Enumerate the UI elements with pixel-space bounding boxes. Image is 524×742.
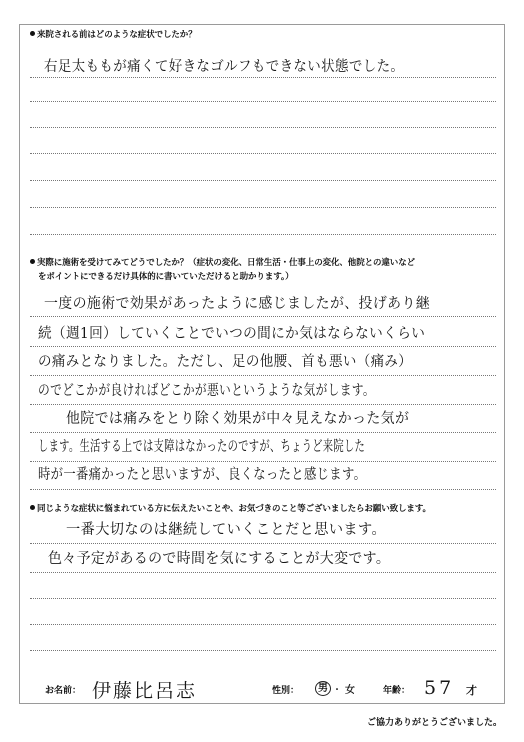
- answer-2-line-7: 時が一番痛かったと思いますが、良くなったと感じます。: [38, 467, 367, 483]
- answer-2-line-5: 他院では痛みをとり除く効果が中々見えなかった気が: [66, 411, 410, 427]
- answer-2-line-2: 続（週1回）していくことでいつの間にか気はならないくらい: [38, 326, 426, 342]
- ruled-line: [30, 346, 496, 347]
- bullet-icon: [30, 259, 35, 264]
- answer-2-line-4: のでどこかが良ければどこかが悪いというような気がします。: [38, 383, 375, 399]
- ruled-line: [30, 650, 496, 651]
- sex-male-option-circled: 男: [315, 681, 331, 696]
- ruled-line: [30, 101, 496, 102]
- ruled-line: [30, 624, 496, 625]
- name-label: お名前：: [45, 686, 82, 696]
- answer-2-line-6: します。生活する上では支障はなかったのですが、ちょうど来院した: [38, 439, 366, 455]
- ruled-line: [30, 598, 496, 599]
- age-value: 57: [424, 677, 455, 699]
- sex-female-option: 女: [345, 685, 355, 696]
- ruled-line: [30, 404, 496, 405]
- ruled-line: [30, 489, 496, 490]
- question-2-label-continued: をポイントにできるだけ具体的に書いていただけると助かります。）: [38, 272, 294, 282]
- question-2-label: 実際に施術を受けてみてどうでしたか？（症状の変化、日常生活・仕事上の変化、他院との違いなど: [30, 257, 415, 270]
- sex-label: 性別：: [272, 686, 300, 696]
- ruled-line: [30, 127, 496, 128]
- ruled-line: [30, 207, 496, 208]
- thanks-message: ご協力ありがとうございました。: [366, 718, 502, 728]
- answer-2-line-1: 一度の施術で効果があったように感じましたが、投げあり継: [44, 296, 431, 312]
- answer-3-line-1: 一番大切なのは継続していくことだと思います。: [66, 522, 387, 538]
- ruled-line: [30, 316, 496, 317]
- bullet-icon: [30, 31, 35, 36]
- question-3-label: 同じような症状に悩まれている方に伝えたいことや、お気づきのこと等ございましたらお願い致します。: [30, 503, 431, 516]
- question-1-label: 来院される前はどのような症状でしたか？: [30, 29, 197, 42]
- age-unit: 才: [466, 684, 477, 697]
- ruled-line: [30, 543, 496, 544]
- ruled-line: [30, 234, 496, 235]
- ruled-line: [30, 461, 496, 462]
- answer-1-line-1: 右足太ももが痛くて好きなゴルフもできない状態でした。: [44, 59, 405, 75]
- answer-2-line-3: の痛みとなりました。ただし、足の他腰、首も悪い（痛み）: [38, 354, 413, 370]
- ruled-line: [30, 572, 496, 573]
- ruled-line: [30, 77, 496, 78]
- ruled-line: [30, 153, 496, 154]
- ruled-line: [30, 432, 496, 433]
- ruled-line: [30, 375, 496, 376]
- bullet-icon: [30, 505, 35, 510]
- answer-3-line-2: 色々予定があるので時間を気にすることが大変です。: [48, 551, 391, 567]
- ruled-line: [30, 180, 496, 181]
- name-value: 伊藤比呂志: [92, 680, 198, 702]
- sex-separator: ・: [332, 685, 342, 696]
- age-label: 年齢：: [383, 686, 411, 696]
